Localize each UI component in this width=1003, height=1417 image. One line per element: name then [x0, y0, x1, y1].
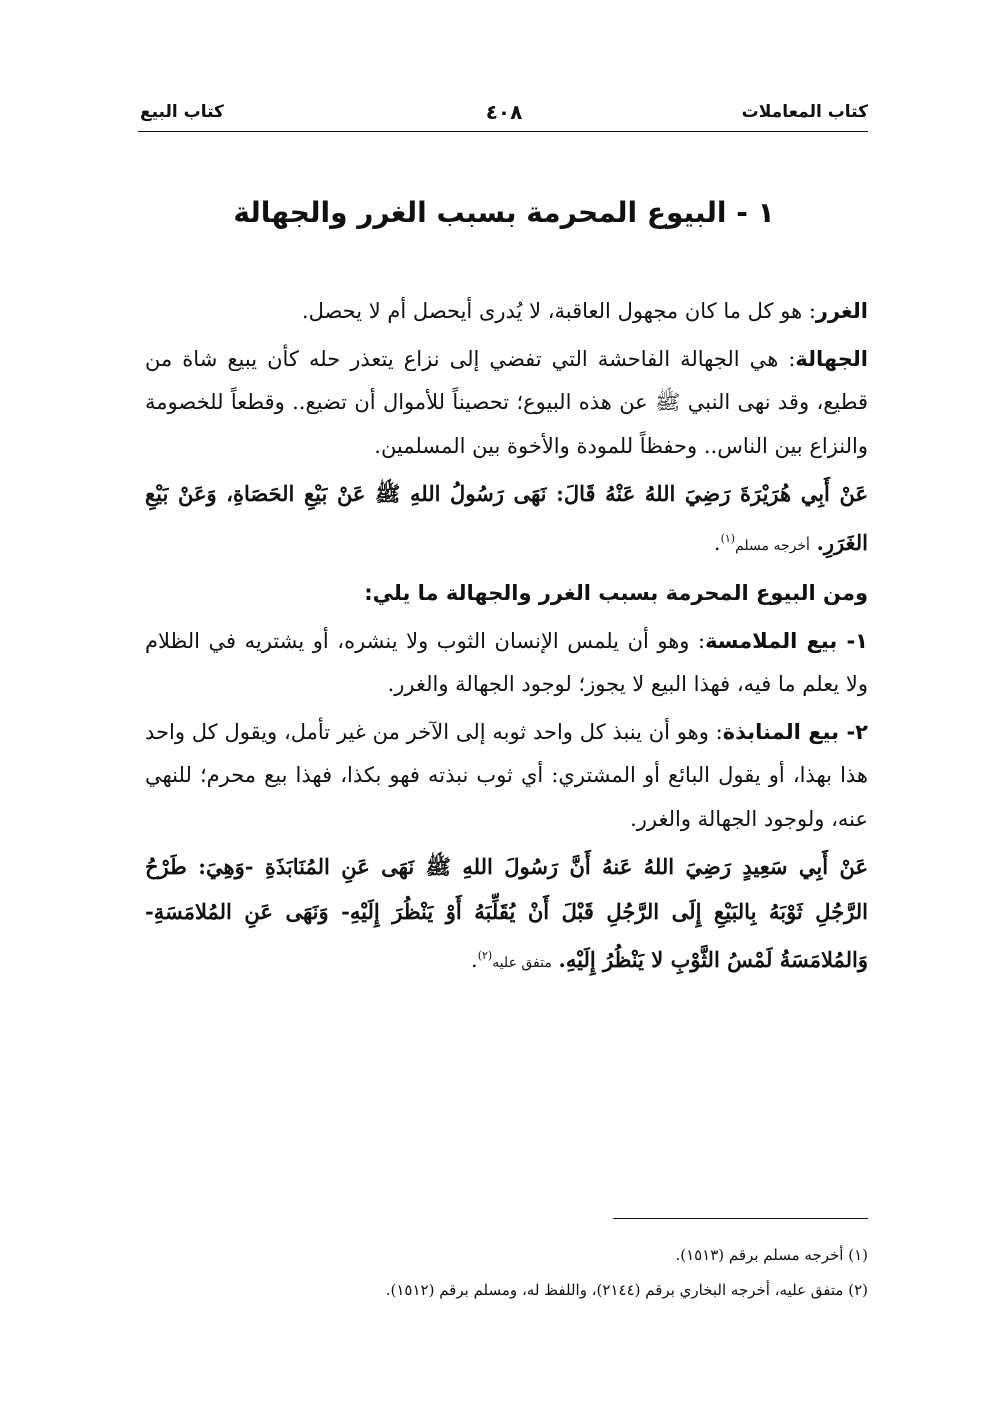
hadith-abu-hurayra: [145, 472, 868, 568]
footnotes: [145, 1238, 868, 1308]
hadith-text: عَنْ أَبِي سَعِيدٍ رَضِيَ اللهُ عَنهُ أَنَّ رَسُولَ اللهِ ﷺ نَهَى عَنِ المُنَابَذَةِ -وَهِيَ: طَرْحُ الرَّجُلِ ثَوْبَهُ بِالبَيْعِ إِلَى الرَّجُلِ قَبْلَ أَنْ يُقَلِّبَهُ أَوْ يَنْظُرَ إِلَيْهِ- وَنَهَى عَنِ المُلامَسَةِ- وَالمُلامَسَةُ لَمْسُ الثَّوْبِ لا يَنْظُرُ إِلَيْهِ.: [145, 854, 868, 972]
list-item: [145, 711, 868, 842]
item-number: ٢-: [839, 719, 868, 744]
paragraph-jahala: [145, 338, 868, 469]
hadith-end: .: [713, 530, 721, 555]
section-title: ١ - البيوع المحرمة بسبب الغرر والجهالة: [233, 196, 775, 229]
hadith-text: عَنْ أَبِي هُرَيْرَةَ رَضِيَ اللهُ عَنْهُ قَالَ: نَهَى رَسُولُ اللهِ ﷺ عَنْ بَيْعِ الحَصَاةِ، وَعَنْ بَيْعِ الغَرَرِ.: [145, 481, 868, 555]
term-gharar: الغرر: [815, 299, 868, 323]
hadith-abu-said: [145, 845, 868, 986]
definition-gharar: : هو كل ما كان مجهول العاقبة، لا يُدرى أيحصل أم لا يحصل.: [301, 299, 816, 323]
item-term: بيع المنابذة: [722, 719, 840, 744]
footnote-ref[interactable]: (٢): [477, 949, 493, 962]
header-chapter-title: كتاب البيع: [140, 102, 224, 122]
item-term: بيع الملامسة: [705, 628, 838, 653]
hadith-source: متفق عليه: [492, 955, 552, 971]
sub-heading: ومن البيوع المحرمة بسبب الغرر والجهالة ما يلي:: [364, 581, 868, 605]
item-text: : وهو أن يلمس الإنسان الثوب ولا ينشره، أو يشتريه في الظلام ولا يعلم ما فيه، فهذا البيع لا يجوز؛ لوجود الجهالة والغرر.: [145, 628, 868, 696]
page-number: ٤٠٨: [485, 100, 523, 124]
footnote-ref[interactable]: (١): [720, 531, 736, 545]
definition-jahala: : هي الجهالة الفاحشة التي تفضي إلى نزاع يتعذر حله كأن يبيع شاة من قطيع، وقد نهى النبي ﷺ عن هذه البيوع؛ تحصيناً للأموال أن تضيع.. وقطعاً للخصومة والنزاع بين الناس.. وحفظاً للمودة والأخوة بين المسلمين.: [145, 346, 868, 458]
item-number: ١-: [837, 628, 868, 653]
hadith-end: .: [471, 948, 478, 972]
hadith-source: أخرجه مسلم: [735, 537, 810, 554]
header-divider: [138, 131, 868, 132]
footnote-2: (٢) متفق عليه، أخرجه البخاري برقم (٢١٤٤)، واللفظ له، ومسلم برقم (١٥١٢).: [385, 1281, 868, 1299]
term-jahala: الجهالة: [795, 346, 868, 371]
page-body: [145, 290, 868, 990]
header-book-title: كتاب المعاملات: [741, 102, 868, 122]
paragraph-gharar: [145, 290, 868, 334]
page-header: [140, 100, 868, 130]
item-text: : وهو أن ينبذ كل واحد ثوبه إلى الآخر من غير تأمل، ويقول كل واحد هذا بهذا، أو يقول البائع أو المشتري: أي ثوب نبذته فهو بكذا، فهذا بيع محرم؛ للنهي عنه، ولوجود الجهالة والغرر.: [145, 719, 868, 831]
list-item: [145, 620, 868, 707]
footnote-divider: [613, 1218, 868, 1219]
footnote-1: (١) أخرجه مسلم برقم (١٥١٣).: [675, 1246, 868, 1264]
